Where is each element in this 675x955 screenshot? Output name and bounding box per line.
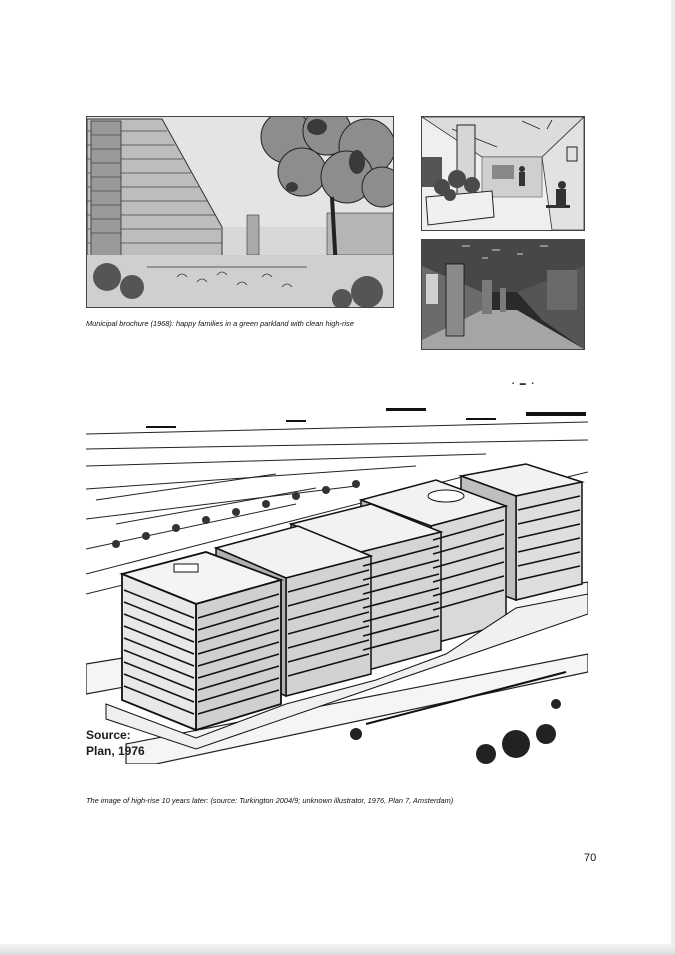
parkland-illustration <box>86 116 394 308</box>
source-label: Source: <box>86 728 131 742</box>
scan-speck: ▪ ▬ ▪ <box>512 381 536 387</box>
source-plan: Plan, 1976 <box>86 744 145 758</box>
source-overlay <box>86 727 145 759</box>
high-rise-blocks-illustration <box>86 404 588 764</box>
page-number: 70 <box>584 852 597 864</box>
page-edge-bottom <box>0 944 675 955</box>
figure-caption-top: Municipal brochure (1968): happy families in a green parkland with clean high-rise <box>86 319 354 328</box>
page-edge-right <box>671 0 675 955</box>
corridor-illustration <box>421 116 585 231</box>
gallery-photo <box>421 239 585 350</box>
figure-caption-bottom: The image of high-rise 10 years later: (source: Turkington 2004/9; unknown illustrator, 1976, Plan 7, Amsterdam) <box>86 796 454 805</box>
